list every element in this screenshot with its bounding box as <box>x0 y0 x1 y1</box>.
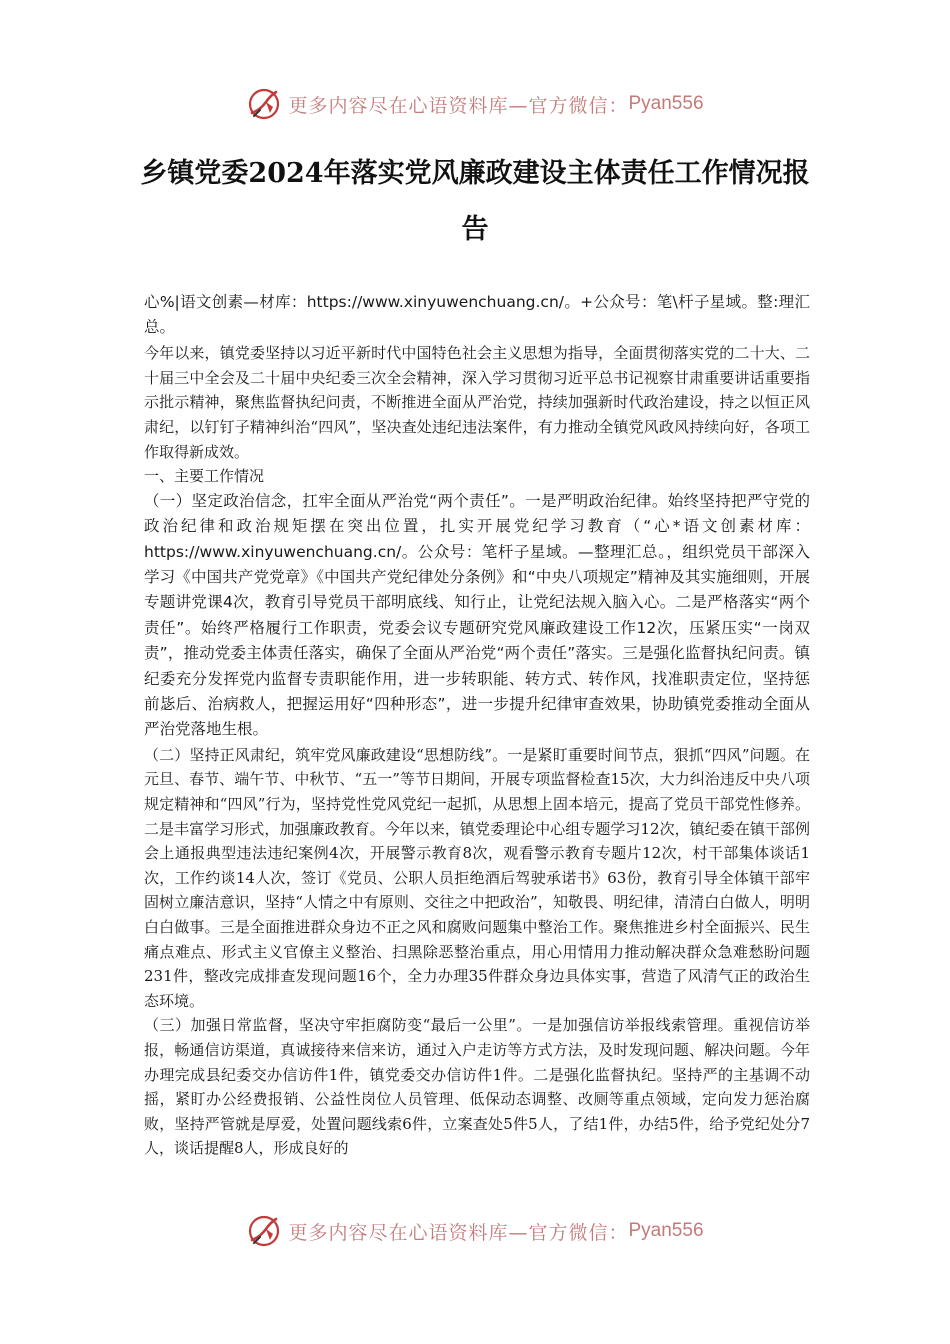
watermark-banner-top <box>0 82 950 126</box>
document-body <box>144 290 810 1161</box>
document-title: 乡镇党委2024年落实党风廉政建设主体责任工作情况报告 <box>140 158 810 245</box>
source-note: 心%|语文创素—材库：https://www.xinyuwenchuang.cn/。+公众号：笔\杆子星域。整:理汇总。 <box>144 293 810 336</box>
paragraph-part-1: （一）坚定政治信念，扛牢全面从严治党“两个责任”。一是严明政治纪律。始终坚持把严守党的政治纪律和政治规矩摆在突出位置，扎实开展党纪学习教育（“心*语文创素材库：https://www.xinyuwenchuang.cn/。公众号：笔杆子星域。—整理汇总。，组织党员干部深入学习《中国共产党党章》《中国共产党纪律处分条例》和“中央八项规定”精神及其实施细则，开展专题讲党课4次，教育引导党员干部明底线、知行止，让党纪法规入脑入心。二是严格落实“两个责任”。始终严格履行工作职责，党委会议专题研究党风廉政建设工作12次，压紧压实“一岗双责”，推动党委主体责任落实，确保了全面从严治党“两个责任”落实。三是强化监督执纪问责。镇纪委充分发挥党内监督专责职能作用，进一步转职能、转方式、转作风，找准职责定位，坚持惩前毖后、治病救人，把握运用好“四种形态”，进一步提升纪律审查效果，协助镇党委推动全面从严治党落地生根。 <box>144 491 810 739</box>
banner-wechat-id: Pyan556 <box>628 93 704 114</box>
banner-wechat-id: Pyan556 <box>628 1220 704 1241</box>
paragraph-part-3: （三）加强日常监督，坚决守牢拒腐防变“最后一公里”。一是加强信访举报线索管理。重视信访举报，畅通信访渠道，真诚接待来信来访，通过入户走访等方式方法，及时发现问题、解决问题。今年办理完成县纪委交办信访件1件，镇党委交办信访件1件。二是强化监督执纪。坚持严的主基调不动摇，紧盯办公经费报销、公益性岗位人员管理、低保动态调整、改厕等重点领域，定向发力惩治腐败，坚持严管就是厚爱，处置问题线索6件，立案查处5件5人，了结1件，办结5件，给予党纪处分7人，谈话提醒8人，形成良好的 <box>144 1016 810 1158</box>
watermark-banner-bottom <box>0 1209 950 1253</box>
intro-paragraph: 今年以来，镇党委坚持以习近平新时代中国特色社会主义思想为指导，全面贯彻落实党的二十大、二十届三中全会及二十届中央纪委三次全会精神，深入学习贯彻习近平总书记视察甘肃重要讲话重要指示批示精神，聚焦监督执纪问责，不断推进全面从严治党，持续加强新时代政治建设，持之以恒正风肃纪，以钉钉子精神纠治“四风”，坚决查处违纪违法案件，有力推动全镇党风政风持续向好，各项工作取得新成效。 <box>144 344 810 461</box>
section-heading: 一、主要工作情况 <box>144 467 265 486</box>
paragraph-part-2: （二）坚持正风肃纪，筑牢党风廉政建设“思想防线”。一是紧盯重要时间节点，狠抓“四风”问题。在元旦、春节、端午节、中秋节、“五一”等节日期间，开展专项监督检查15次，大力纠治违反中央八项规定精神和“四风”行为，坚持党性党风党纪一起抓，从思想上固本培元，提高了党员干部党性修养。二是丰富学习形式，加强廉政教育。今年以来，镇党委理论中心组专题学习12次，镇纪委在镇干部例会上通报典型违法违纪案例4次，开展警示教育8次，观看警示教育专题片12次，村干部集体谈话1次，工作约谈14人次，签订《党员、公职人员拒绝酒后驾驶承诺书》63份，教育引导全体镇干部牢固树立廉洁意识，坚持“人情之中有原则、交往之中把政治”，知敬畏、明纪律，清清白白做人，明明白白做事。三是全面推进群众身边不正之风和腐败问题集中整治工作。聚焦推进乡村全面振兴、民生痛点难点、形式主义官僚主义整治、扫黑除恶整治重点，用心用情用力推动解决群众急难愁盼问题231件，整改完成排查发现问题16个，全力办理35件群众身边具体实事，营造了风清气正的政治生态环境。 <box>144 745 810 1010</box>
pen-logo-icon <box>246 1213 282 1249</box>
banner-text: 更多内容尽在心语资料库—官方微信： <box>288 94 629 117</box>
pen-logo-icon <box>246 86 282 122</box>
banner-text: 更多内容尽在心语资料库—官方微信： <box>288 1221 629 1244</box>
